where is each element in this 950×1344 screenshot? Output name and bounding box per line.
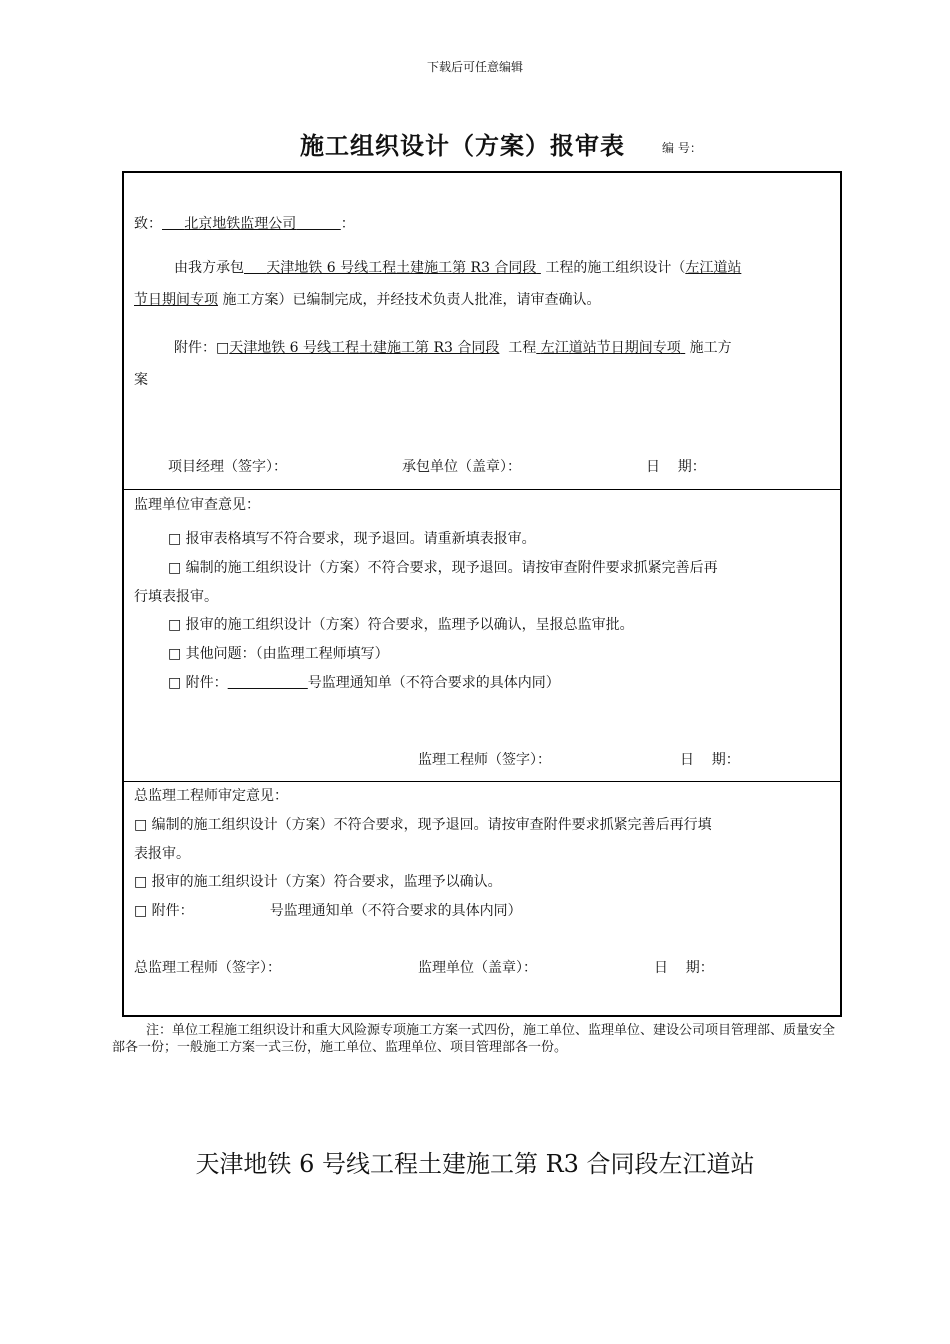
chief-option-attachment: □ 附件： 号监理通知单（不符合要求的具体内同）	[134, 903, 522, 919]
supervision-unit-seal: 监理单位（盖章）：	[418, 960, 537, 976]
attachment-line2: 案	[134, 372, 148, 388]
chief-option-revise-cont: 表报审。	[134, 846, 190, 862]
review-option-revise: □ 编制的施工组织设计（方案）不符合要求，现予退回。请按审查附件要求抓紧完善后再	[168, 560, 718, 576]
supervision-engineer-signature: 监理工程师（签字）：	[418, 752, 551, 768]
project-manager-signature: 项目经理（签字）：	[168, 459, 287, 475]
project-name: 天津地铁 6 号线工程土建施工第 R3 合同段	[266, 260, 537, 276]
review-option-approve: □ 报审的施工组织设计（方案）符合要求，监理予以确认，呈报总监审批。	[168, 617, 634, 633]
chief-engineer-signature: 总监理工程师（签字）：	[134, 960, 281, 976]
footnote: 注：单位工程施工组织设计和重大风险源专项施工方案一式四份，施工单位、监理单位、建设公司项目管理部、质量安全部各一份；一般施工方案一式三份，施工单位、监理单位、项目管理部各一份。	[112, 1023, 836, 1055]
supervision-review-heading: 监理单位审查意见：	[134, 497, 260, 513]
submission-paragraph-line1: 由我方承包 天津地铁 6 号线工程土建施工第 R3 合同段 工程的施工组织设计（左江道站	[174, 260, 742, 276]
review-option-revise-cont: 行填表报审。	[134, 589, 218, 605]
chief-option-revise: □ 编制的施工组织设计（方案）不符合要求，现予退回。请按审查附件要求抓紧完善后再行填	[134, 817, 712, 833]
notice-number-blank	[228, 675, 308, 691]
plan-topic-cont: 节日期间专项	[134, 292, 218, 308]
section-divider	[124, 781, 840, 782]
submission-paragraph-line2: 节日期间专项 施工方案）已编制完成，并经技术负责人批准，请审查确认。	[134, 292, 601, 308]
project-station-title: 天津地铁 6 号线工程土建施工第 R3 合同段左江道站	[195, 1150, 755, 1178]
header-note: 下载后可任意编辑	[426, 60, 523, 74]
attachment-line1: 附件：□天津地铁 6 号线工程土建施工第 R3 合同段 工程 左江道站节日期间专项 施工方	[174, 340, 732, 356]
contractor-seal: 承包单位（盖章）：	[402, 459, 521, 475]
approval-form	[122, 171, 842, 1017]
chief-date: 日 期：	[654, 960, 714, 976]
plan-topic: 左江道站	[685, 260, 742, 276]
page-title: 施工组织设计（方案）报审表	[300, 132, 625, 160]
review-option-refill: □ 报审表格填写不符合要求，现予退回。请重新填表报审。	[168, 531, 536, 547]
contractor-date: 日 期：	[646, 459, 706, 475]
chief-review-heading: 总监理工程师审定意见：	[134, 788, 288, 804]
addressee-org: 北京地铁监理公司	[184, 216, 297, 232]
section-divider	[124, 489, 840, 490]
supervision-date: 日 期：	[680, 752, 740, 768]
addressee-line: 致： 北京地铁监理公司 ：	[134, 216, 355, 232]
chief-option-approve: □ 报审的施工组织设计（方案）符合要求，监理予以确认。	[134, 874, 502, 890]
serial-number-label: 编 号：	[662, 141, 702, 155]
review-option-attachment: □ 附件： 号监理通知单（不符合要求的具体内同）	[168, 675, 560, 691]
review-option-other: □ 其他问题：（由监理工程师填写）	[168, 646, 389, 662]
